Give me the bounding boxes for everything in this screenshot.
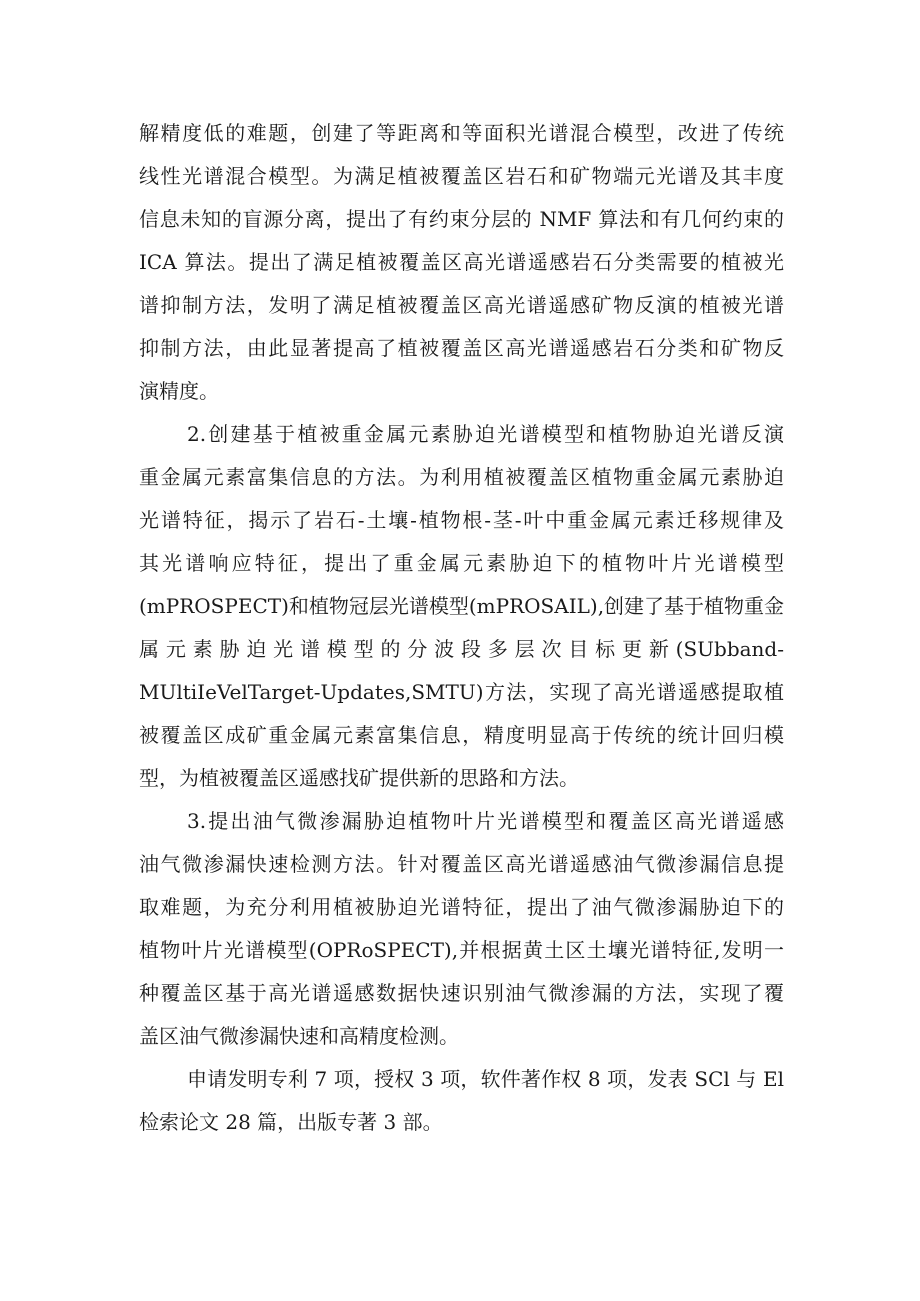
text-line: 型，为植被覆盖区遥感找矿提供新的思路和方法。 (139, 766, 579, 790)
text-line: 光谱特征，揭示了岩石-土壤-植物根-茎-叶中重金属元素迁移规律及 (139, 508, 784, 532)
paragraph-1 (139, 112, 784, 413)
text-line: 其光谱响应特征，提出了重金属元素胁迫下的植物叶片光谱模型 (139, 551, 784, 575)
text-line: 检索论文 28 篇，出版专著 3 部。 (139, 1110, 443, 1134)
paragraph-3 (139, 800, 784, 1058)
text-line: 谱抑制方法，发明了满足植被覆盖区高光谱遥感矿物反演的植被光谱 (139, 293, 784, 317)
text-line: 抑制方法，由此显著提高了植被覆盖区高光谱遥感岩石分类和矿物反 (139, 336, 784, 360)
text-line: 线性光谱混合模型。为满足植被覆盖区岩石和矿物端元光谱及其丰度 (139, 164, 784, 188)
text-line: 信息未知的盲源分离，提出了有约束分层的 NMF 算法和有几何约束的 (139, 207, 784, 231)
text-line: 解精度低的难题，创建了等距离和等面积光谱混合模型，改进了传统 (139, 121, 784, 145)
text-line: 种覆盖区基于高光谱遥感数据快速识别油气微渗漏的方法，实现了覆 (139, 981, 784, 1005)
text-line: 植物叶片光谱模型(OPRoSPECT),并根据黄土区土壤光谱特征,发明一 (139, 938, 784, 962)
text-line: 被覆盖区成矿重金属元素富集信息，精度明显高于传统的统计回归模 (139, 723, 784, 747)
document-body (139, 112, 784, 1144)
text-line: 油气微渗漏快速检测方法。针对覆盖区高光谱遥感油气微渗漏信息提 (139, 852, 784, 876)
text-line: 盖区油气微渗漏快速和高精度检测。 (139, 1024, 459, 1048)
text-line: 2.创建基于植被重金属元素胁迫光谱模型和植物胁迫光谱反演 (187, 422, 784, 446)
text-line: 演精度。 (139, 379, 219, 403)
text-line: 取难题，为充分利用植被胁迫光谱特征，提出了油气微渗漏胁迫下的 (139, 895, 784, 919)
paragraph-4 (139, 1058, 784, 1144)
text-line: MUltiIeVelTarget-Updates,SMTU)方法，实现了高光谱遥感提取植 (139, 680, 784, 704)
text-line: 重金属元素富集信息的方法。为利用植被覆盖区植物重金属元素胁迫 (139, 465, 784, 489)
paragraph-2 (139, 413, 784, 800)
text-line: 申请发明专利 7 项，授权 3 项，软件著作权 8 项，发表 SCl 与 El (187, 1067, 784, 1091)
text-line: (mPROSPECT)和植物冠层光谱模型(mPROSAIL),创建了基于植物重金 (139, 594, 785, 618)
text-line: ICA 算法。提出了满足植被覆盖区高光谱遥感岩石分类需要的植被光 (139, 250, 784, 274)
text-line: 属元素胁迫光谱模型的分波段多层次目标更新(SUbband- (139, 637, 784, 661)
text-line: 3.提出油气微渗漏胁迫植物叶片光谱模型和覆盖区高光谱遥感 (187, 809, 784, 833)
